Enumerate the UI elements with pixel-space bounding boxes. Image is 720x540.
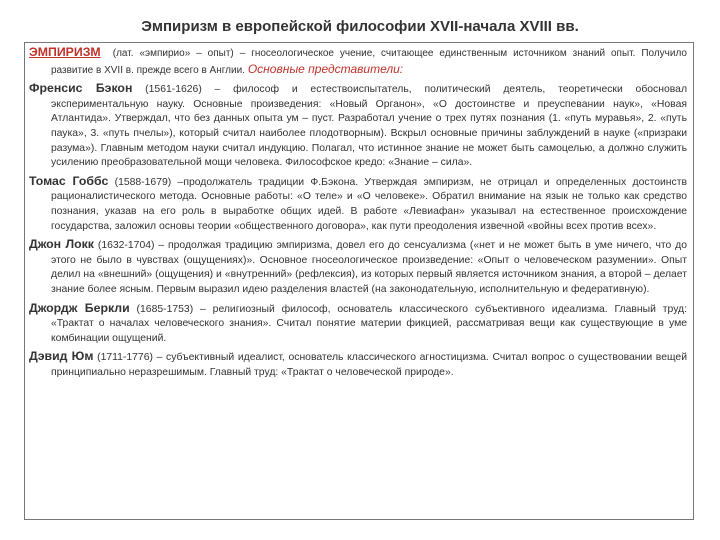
philosopher-name: Дэвид Юм — [29, 349, 94, 364]
philosopher-text: (1685-1753) – религиозный философ, основатель классического субъективного идеализма. Главный труд: «Трактат о началах человеческого знания». Считал понятие материи фикцией, рассматривая вещи как существующие в уме комбинации ощущений. — [51, 303, 687, 344]
philosopher-text: (1588-1679) –продолжатель традиции Ф.Бэкона. Утверждая эмпиризм, не отрицал и определенных достоинств рационалистического метода. Основные работы: «О теле» и «О человеке». Обратил внимание на язык не только как средство познания, указав на его роль в выработке общих идей. В работе «Левиафан» указывал на естественное происхождение государства, заложил основы теории «общественного договора», как пути преодоления извечной «войны всех против всех». — [51, 176, 688, 232]
intro-definition: (лат. «эмпирио» – опыт) – гносеологическое учение, считающее единственным источником знаний опыт. Получило развитие в XVII в. прежде всего в Англии. — [51, 48, 687, 76]
intro-paragraph — [29, 45, 687, 78]
philosopher-text: (1561-1626) – философ и естествоиспытатель, политический деятель, теоретически обосновал экспериментальную науку. Основные произведения: «Новый Органон», «О достоинстве и преуспевании наук», «Новая Атлантида». Утверждал, что без данных опыта ум – пуст. Разработал учение о трех путях познания (1. «путь муравья», 2. «путь паука», 3. «путь пчелы»), который считал наиболее плодотворным). Вскрыл основные причины заблуждений в науке («призраки разума»). Главным методом науки считал индукцию. Полагал, что истинное знание не может быть самоцелью, а должно служить усилению преобразовательной мощи человека. Философское кредо: «Знание – сила». — [51, 84, 688, 169]
philosopher-text: (1711-1776) – субъективный идеалист, основатель классического агностицизма. Считал вопрос о существовании вещей принципиально неразрешимым. Главный труд: «Трактат о человеческой природе». — [51, 352, 687, 378]
philosopher-name: Томас Гоббс — [29, 173, 109, 188]
philosopher-locke — [29, 237, 687, 297]
philosopher-bacon — [29, 81, 687, 171]
philosopher-hobbes — [29, 174, 687, 234]
philosopher-name: Френсис Бэкон — [29, 81, 133, 96]
philosopher-name: Джон Локк — [29, 237, 94, 252]
philosopher-hume — [29, 349, 687, 380]
philosopher-name: Джордж Беркли — [29, 300, 130, 315]
term-empiricism: ЭМПИРИЗМ — [29, 45, 101, 59]
page-title: Эмпиризм в европейской философии XVII-начала XVIII вв. — [141, 18, 579, 35]
philosopher-berkeley — [29, 301, 687, 347]
content-frame — [24, 42, 694, 520]
philosopher-text: (1632-1704) – продолжая традицию эмпиризма, довел его до сенсуализма («нет и не может быть в уме ничего, что до этого не было в чувствах (ощущениях)». Основное гносеологическое произведение: «Опыт о человеческом разумении». Опыт делил на «внешний» (ощущения) и «внутренний» (рефлексия), из которых первый является источником знания, а второй – делает знание более ясным. Первым выразил идею разделения властей (на законодательную, исполнительную и федеративную). — [51, 240, 687, 295]
representatives-label: Основные представители: — [247, 61, 404, 76]
